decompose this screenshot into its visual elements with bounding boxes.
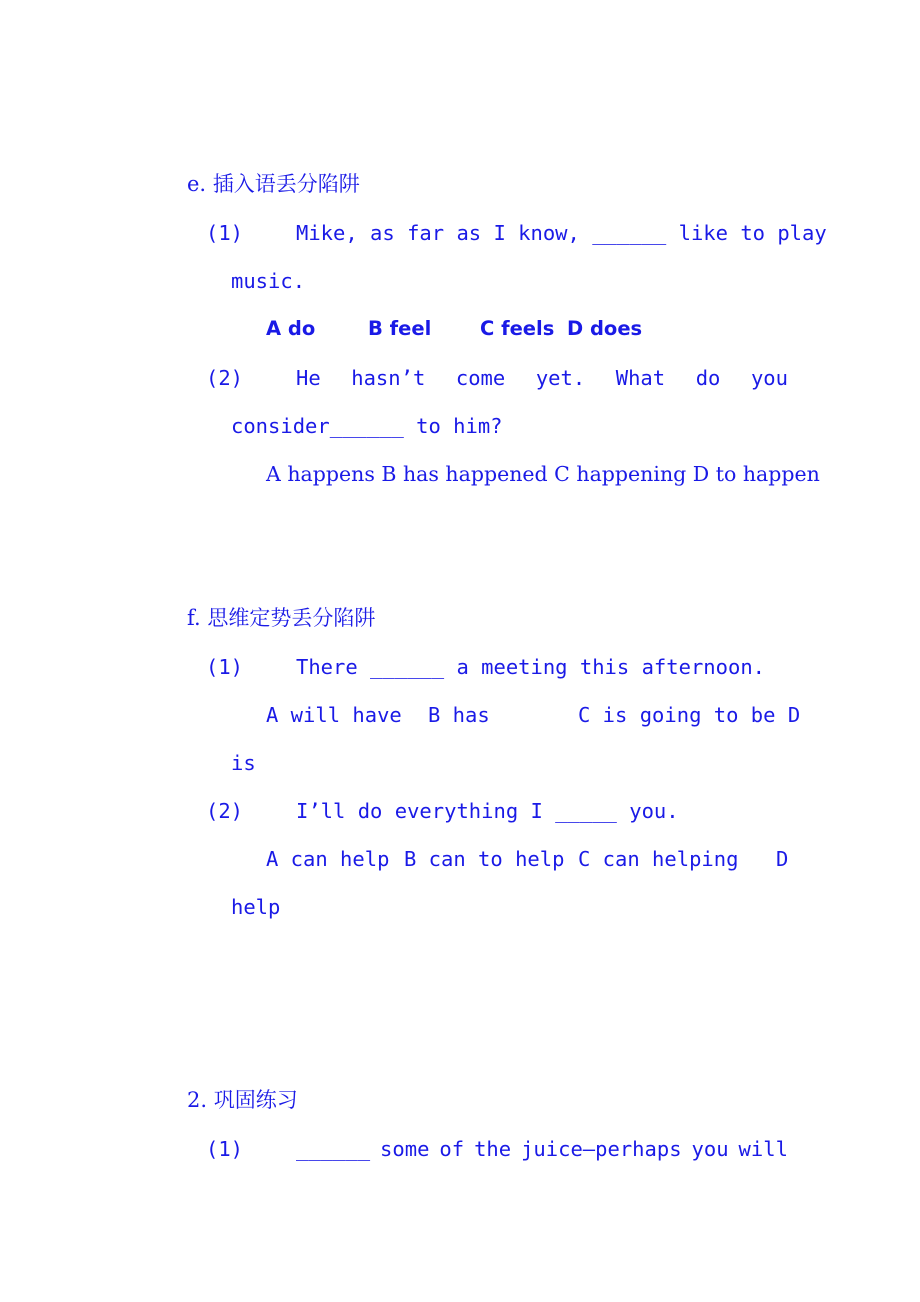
question-stem: Mike, as far as I know, ______ like to play (296, 221, 827, 245)
option-c: C can helping (578, 847, 739, 871)
stem-word: the (474, 1137, 512, 1161)
stem-word: will (738, 1137, 788, 1161)
option-b: B feel (368, 317, 432, 340)
stem-word: you (691, 1137, 729, 1161)
option-b: B can to help (404, 847, 565, 871)
question-number: (1) (206, 655, 244, 679)
stem-word: you (750, 366, 788, 390)
stem-word: do (695, 366, 721, 390)
stem-word: What (615, 366, 666, 390)
question-stem-continued: consider______ to him? (231, 414, 503, 438)
question-stem: I’ll do everything I _____ you. (296, 799, 679, 823)
stem-word: of (439, 1137, 465, 1161)
option-a: A can help (266, 847, 390, 871)
option-continued: is (231, 751, 256, 775)
option-a: A will have (266, 703, 402, 727)
question-number: (1) (206, 1137, 244, 1161)
section-heading-f: f. 思维定势丢分陷阱 (187, 606, 376, 630)
question-number: (1) (206, 221, 244, 245)
option-d: D does (567, 317, 643, 340)
question-stem (296, 1139, 788, 1160)
option-continued: help (231, 895, 281, 919)
stem-word: ______ (296, 1137, 371, 1161)
stem-word: some (380, 1137, 430, 1161)
stem-word: He (296, 366, 321, 390)
option-b: B has (428, 703, 490, 727)
option-a: A do (266, 317, 316, 340)
section-heading-e: e. 插入语丢分陷阱 (187, 172, 360, 196)
question-stem: There ______ a meeting this afternoon. (296, 655, 765, 679)
question-stem-continued: music. (231, 269, 306, 293)
option-c-d: C is going to be D (578, 703, 801, 727)
question-stem (296, 368, 788, 389)
question-number: (2) (206, 366, 244, 390)
stem-word: juice—perhaps (521, 1137, 682, 1161)
stem-word: come (455, 366, 506, 390)
option-c: C feels (480, 317, 555, 340)
stem-word: yet. (535, 366, 586, 390)
stem-word: hasn’t (351, 366, 426, 390)
option-d: D (776, 847, 789, 871)
question-number: (2) (206, 799, 244, 823)
section-heading-2: 2. 巩固练习 (187, 1088, 298, 1112)
options-line: A happens B has happened C happening D to happen (266, 462, 820, 486)
